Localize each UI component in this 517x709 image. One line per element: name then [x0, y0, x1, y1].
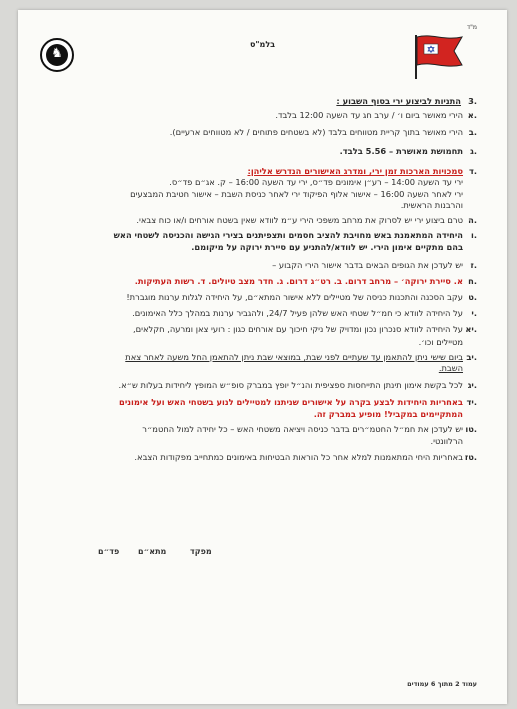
item-text-line: ביום שישי ניתן להתאמן עד שעתיים לפני שבת, במוצאי שבת ניתן להתאמן החל משעה לאחר צאת [125, 352, 463, 362]
item-letter: א. [467, 110, 477, 120]
item-text-line: מטיילים וכו׳. [418, 337, 463, 347]
item-text-line: ירי עד השעה 14:00 – רע״ן אימונים פד״ס, ירי עד השעה 16:00 – ק. אג״ם פד״ס. [169, 177, 463, 187]
signature-label: מפקד [190, 547, 212, 556]
item-letter: ח. [468, 276, 477, 286]
item-letter: יא. [465, 324, 477, 334]
signature-label: מתא״ם [138, 547, 167, 556]
item-text-line: והרבנות הראשית. [400, 200, 463, 210]
item-text-line: היחידה המתאמנת באש מחויבת להציב חסמים ותצפיתנים בצירי הגישה והכניסה לשטחי האש [113, 230, 463, 240]
item-letter: טז. [464, 452, 477, 462]
item-text-line: סמכויות הארכות זמן ירי, ומדרג האישורים הנדרש אליהן: [247, 166, 463, 176]
flag-emblem-icon [410, 27, 468, 85]
item-letter: ד. [468, 166, 477, 176]
item-letter: ב. [468, 127, 477, 137]
section-title: התניות לביצוע ירי בסוף השבוע : [336, 96, 461, 106]
item-text-line: א. סיירת ירוקה׳ – מרחב דרום. ב. רט״ג דרום. ג. חדר מצב טיולים. ד. רשות העתיקות. [134, 276, 463, 286]
item-letter: יד. [466, 397, 477, 407]
item-text-line: תחמושת מאושרת – 5.56 בלבד. [339, 146, 463, 156]
item-text-line: על היחידה לוודא כי חמ״ל שטחי האש שלהן פעיל 24/7, ולהגביר ערנות במהלך כלל האימונים. [132, 308, 463, 318]
item-text-line: עקב הסכנה והתכנות כניסה של מטיילים ללא אישור המתא״ם, על היחידה לגלות ערנות מוגברת! [126, 292, 463, 302]
item-letter: ו. [470, 230, 477, 240]
item-text-line: ירי לאחר השעה 16:00 – אישור אלוף הפיקוד ירי לאחר כניסת השבת – אישור חטיבת המבצעים [130, 189, 463, 199]
section-number: 3. [468, 96, 477, 106]
item-text-line: באחריות היחידות לבצע בקרה על אישורים שניתנו למטיילים לנוע בשטחי האש ועל אימונים [119, 397, 463, 407]
item-text-line: לכל בקשת אימון תינתן התייחסות ספציפית והנ״ל יופץ במברק סופ״ש המופץ ליחידות בעלות ש״א. [118, 380, 463, 390]
item-text-line: טרם ביצוע ירי יש לסרוק את מרחב משפכי הירי ע״מ לוודא שאין בשטח אורחים ו/או כוח צבאי. [136, 215, 463, 225]
item-letter: י. [471, 308, 477, 318]
document-page [18, 10, 507, 704]
item-text-line: המתקיימים במקביל! מופיע במברק זה. [313, 409, 463, 419]
item-text-line: על היחידה לוודא סנכרון נכון ומדויק של ניקי חיכוך עם אורחים כגון : רועי צאן ומרעה, חקלאים, [133, 324, 463, 334]
item-letter: ט. [468, 292, 477, 302]
item-text-line: הירי מאושר בתוך קריית מטווחים בלבד (לא בשטחים פתוחים / לא מטווחים ארעיים). [169, 127, 463, 137]
item-letter: ג. [470, 146, 477, 156]
page-footer: עמוד 2 מתוך 6 עמודים [407, 680, 477, 688]
item-letter: יג. [467, 380, 477, 390]
top-right-mark: מ"ד [466, 24, 477, 31]
item-text-line: השבת. [438, 363, 463, 373]
item-text-line: בהם מתקיים אימון הירי. יש לוודא/להתניע עם סיירת ירוקה על מיקומם. [191, 242, 463, 252]
classification-header: בלמ"ס [249, 40, 276, 49]
item-letter: טו. [465, 424, 477, 434]
item-letter: יב. [466, 352, 477, 362]
item-text-line: הירי מאושר ביום ו׳ / ערב חג עד השעה 12:00 בלבד. [275, 110, 463, 120]
item-text-line: יש לעדכן את הגופים הבאים בדבר אישור הירי הקבוע – [272, 260, 463, 270]
item-letter: ה. [468, 215, 477, 225]
item-text-line: באחריות היחי המתאמנות למלא אחר כל הוראות הבטיחות באימונים כמתחייב מפקודות הצבא. [134, 452, 463, 462]
unit-emblem-icon: ♞ [40, 38, 74, 72]
item-text-line: הרלוונטי. [430, 436, 463, 446]
item-text-line: יש לעדכן את חמ״ל החטמ״רים בדבר כניסה ויציאה משטחי האש – כל יחידה למול החטמ״ר [142, 424, 463, 434]
signature-label: פד״ם [98, 547, 120, 556]
item-letter: ז. [470, 260, 477, 270]
